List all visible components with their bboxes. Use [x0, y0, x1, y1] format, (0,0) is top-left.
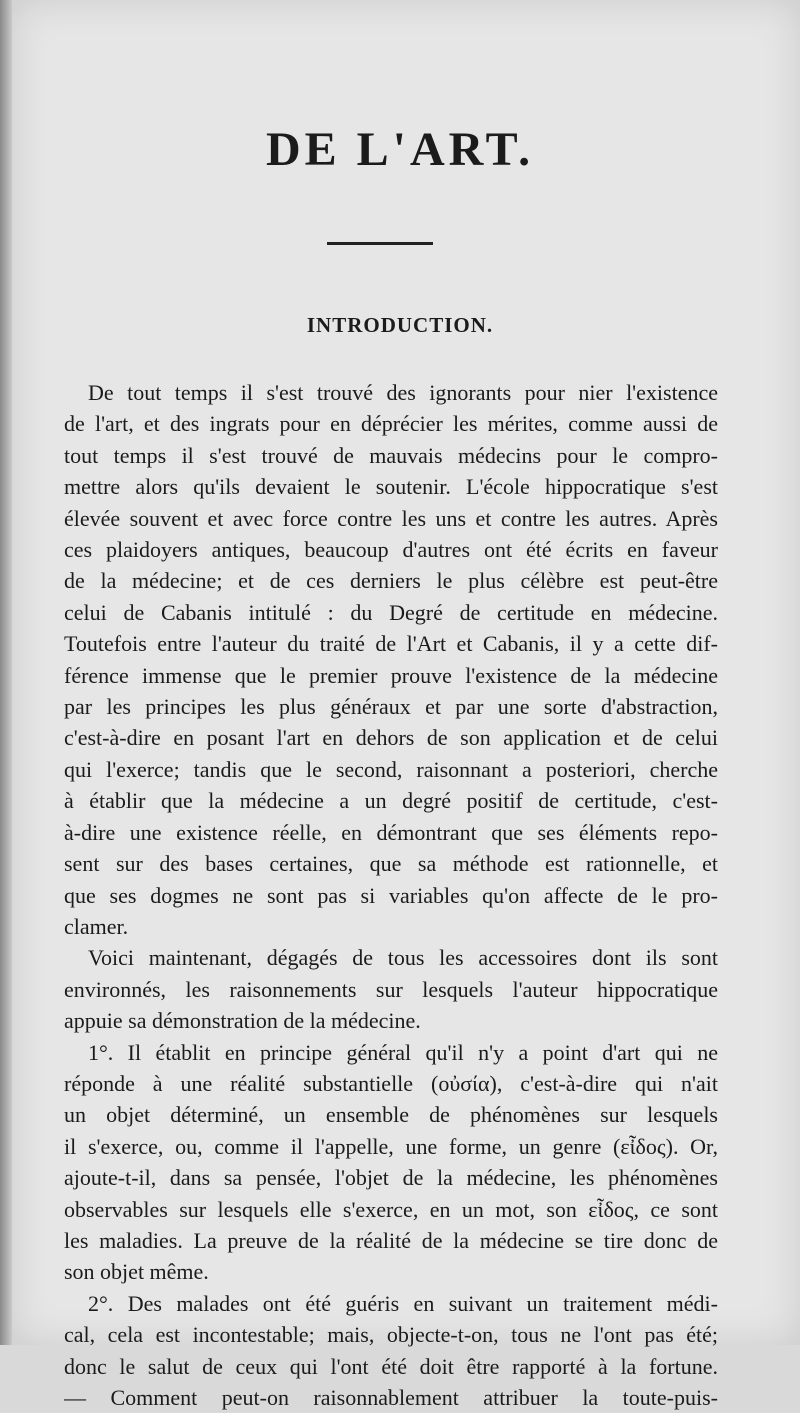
text-line: férence immense que le premier prouve l'existence de la médecine [64, 662, 718, 688]
text-line: à-dire une existence réelle, en démontrant que ses éléments repo- [64, 819, 718, 845]
text-line: de l'art, et des ingrats pour en déprécier les mérites, comme aussi de [64, 411, 718, 437]
section-title: INTRODUCTION. [306, 313, 494, 337]
text-line: celui de Cabanis intitulé : du Degré de certitude en médecine. [64, 599, 718, 625]
text-line: appuie sa démonstration de la médecine. [64, 1008, 421, 1034]
chapter-title: DE L'ART. [265, 123, 535, 176]
text-line: réponde à une réalité substantielle (οὐσία), c'est-à-dire qui n'ait [64, 1070, 718, 1096]
text-line: Voici maintenant, dégagés de tous les accessoires dont ils sont [88, 945, 718, 971]
text-line: donc le salut de ceux qui l'ont été doit être rapporté à la fortune. [64, 1353, 718, 1379]
text-line: environnés, les raisonnements sur lesquels l'auteur hippocratique [64, 976, 718, 1002]
text-line: par les principes les plus généraux et par une sorte d'abstraction, [64, 694, 718, 720]
title-rule [327, 242, 433, 245]
text-line: tout temps il s'est trouvé de mauvais médecins pour le compro- [64, 442, 718, 468]
text-line: observables sur lesquels elle s'exerce, en un mot, son εἶδος, ce sont [64, 1196, 718, 1222]
text-line: un objet déterminé, un ensemble de phénomènes sur lesquels [64, 1102, 718, 1128]
text-line: sent sur des bases certaines, que sa méthode est rationnelle, et [64, 851, 718, 877]
text-line: que ses dogmes ne sont pas si variables qu'on affecte de le pro- [64, 882, 718, 908]
text-line: ces plaidoyers antiques, beaucoup d'autres ont été écrits en faveur [64, 537, 718, 563]
text-line: De tout temps il s'est trouvé des ignorants pour nier l'existence [88, 380, 718, 405]
text-line: mettre alors qu'ils devaient le soutenir. L'école hippocratique s'est [64, 474, 718, 500]
text-line: cal, cela est incontestable; mais, objecte-t-on, tous ne l'ont pas été; [64, 1322, 718, 1348]
text-line: son objet même. [64, 1259, 209, 1285]
page-gutter [0, 0, 12, 1345]
text-line: il s'exerce, ou, comme il l'appelle, une forme, un genre (εἶδος). Or, [64, 1133, 718, 1159]
text-line: qui l'exerce; tandis que le second, raisonnant a posteriori, cherche [64, 756, 718, 782]
text-line: clamer. [64, 913, 129, 939]
text-line: c'est-à-dire en posant l'art en dehors de son application et de celui [64, 725, 718, 751]
text-line: — Comment peut-on raisonnablement attribuer la toute-puis- [64, 1385, 718, 1410]
text-line: à établir que la médecine a un degré positif de certitude, c'est- [64, 788, 718, 814]
text-line: de la médecine; et de ces derniers le plus célèbre est peut-être [64, 568, 718, 594]
text-line: Toutefois entre l'auteur du traité de l'Art et Cabanis, il y a cette dif- [64, 631, 718, 657]
text-line: ajoute-t-il, dans sa pensée, l'objet de la médecine, les phénomènes [64, 1165, 718, 1191]
text-line: les maladies. La preuve de la réalité de la médecine se tire donc de [64, 1227, 718, 1253]
body-text [64, 377, 718, 1413]
text-line: élevée souvent et avec force contre les uns et contre les autres. Après [64, 505, 718, 531]
text-line: 1°. Il établit en principe général qu'il n'y a point d'art qui ne [88, 1039, 718, 1065]
text-line: 2°. Des malades ont été guéris en suivant un traitement médi- [88, 1290, 718, 1316]
